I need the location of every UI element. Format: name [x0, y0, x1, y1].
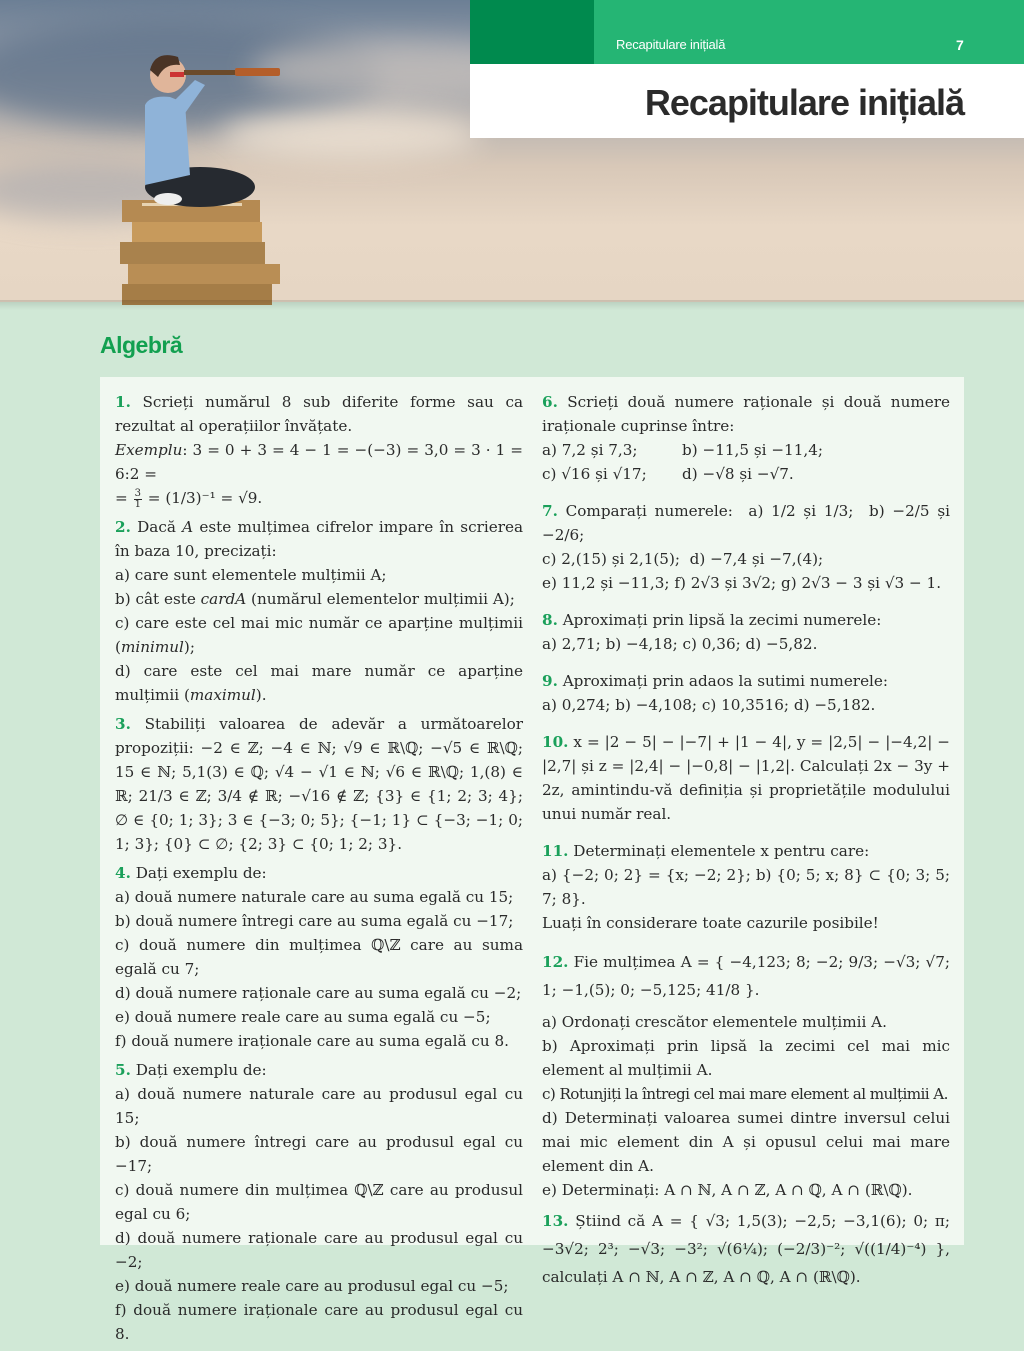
exercise-text: Dați exemplu de:	[135, 864, 267, 882]
header-accent-dark	[470, 0, 594, 64]
right-column	[542, 390, 950, 1296]
exercise-text: x = |2 − 5| − |−7| + |1 − 4|, y = |2,5| − |−4,2| − |2,7| și z = |2,4| − |−0,8| − |1,2|. Calculați 2x − 3y + 2z, amintindu-vă definiția și proprietățile modulului unui număr real.	[542, 733, 951, 823]
exercise-number: 4.	[115, 864, 131, 882]
exercise-item	[115, 611, 523, 659]
exercise-item: b) −2/5 și −2/6;	[542, 502, 951, 544]
item-text: ).	[255, 686, 267, 704]
boy-sock	[154, 193, 182, 205]
exercise-text: Știind că A = { √3; 1,5(3); −2,5; −3,1(6); 0; π; −3√2; 2³; −√3; −3²; √(6¼); (−2/3)⁻²; √((1/4)⁻⁴) }, calculați A ∩ ℕ, A ∩ ℤ, A ∩ ℚ, A ∩ (ℝ\ℚ).	[542, 1212, 951, 1286]
exercise-13	[542, 1207, 950, 1291]
exercise-text: Aproximați prin lipsă la zecimi numerele:	[562, 611, 882, 629]
exercise-text: Scrieți numărul 8 sub diferite forme sau ca rezultat al operațiilor învățate.	[115, 393, 524, 435]
exercise-number: 5.	[115, 1061, 131, 1079]
exercise-item: g) 2√3 − 3 și √3 − 1.	[781, 574, 942, 592]
exercise-text: Scrieți două numere raționale și două numere iraționale cuprinse între:	[542, 393, 950, 435]
exercise-number: 10.	[542, 733, 569, 751]
exercise-text: Dați exemplu de:	[135, 1061, 267, 1079]
exercise-text: Stabiliți valoarea de adevăr a următoarelor propoziții: −2 ∈ ℤ; −4 ∈ ℕ; √9 ∈ ℝ\ℚ; −√5 ∈ ℝ\ℚ; 15 ∈ ℕ; 5,1(3) ∈ ℚ; √4 − √1 ∈ ℕ; √6 ∈ ℝ\ℚ; 1,(8) ∈ ℝ; 21/3 ∈ ℤ; 3/4 ∉ ℝ; −√16 ∉ ℤ; {3} ∈ {1; 2; 3; 4}; ∅ ∈ {0; 1; 3}; 3 ∈ {−3; 0; 5}; {−1; 1} ⊂ {−3; −1; 0; 1; 3}; {0} ⊂ ∅; {2; 3} ⊂ {0; 1; 2; 3}.	[115, 715, 523, 853]
title-box	[470, 64, 1024, 138]
exercise-item: b) −11,5 și −11,4;	[682, 441, 823, 459]
exercise-number: 11.	[542, 842, 569, 860]
exercise-text: Dacă	[137, 518, 183, 536]
exercise-number: 2.	[115, 518, 131, 536]
item-text: c) care este cel mai mic număr ce aparține mulțimii (	[115, 614, 523, 656]
item-text: b) cât este	[115, 590, 201, 608]
exercise-item: a) 1/2 și 1/3;	[748, 502, 854, 520]
exercise-12	[542, 948, 950, 1202]
example-line: = (1/3)⁻¹ = √9.	[142, 489, 263, 507]
boy-glasses	[170, 72, 184, 77]
exercise-2	[115, 515, 523, 707]
left-column	[115, 390, 523, 1351]
exercise-item: c) Rotunjiți la întregi cel mai mare element al mulțimii A.	[542, 1085, 948, 1103]
exercise-9	[542, 669, 950, 717]
exercise-item: e) Determinați: A ∩ ℕ, A ∩ ℤ, A ∩ ℚ, A ∩ (ℝ\ℚ).	[542, 1181, 913, 1199]
exercise-item: c) două numere din mulțimea ℚ\ℤ care au produsul egal cu 6;	[115, 1181, 523, 1223]
telescope-tube	[235, 68, 280, 76]
exercise-text: Determinați elementele x pentru care:	[573, 842, 870, 860]
exercise-item: a) care sunt elementele mulțimii A;	[115, 566, 387, 584]
exercise-item: d) −7,4 și −7,(4);	[689, 550, 824, 568]
exercise-panel	[100, 377, 964, 1343]
exercise-item	[115, 587, 523, 611]
exercise-item: c) √16 și √17;	[542, 465, 647, 483]
exercise-3	[115, 712, 523, 856]
exercise-number: 7.	[542, 502, 558, 520]
exercise-number: 12.	[542, 953, 569, 971]
book	[132, 222, 262, 242]
exercise-item: e) două numere reale care au produsul egal cu −5;	[115, 1277, 509, 1295]
exercise-text: este mulțimea cifrelor impare în scrierea în baza 10, precizați:	[115, 518, 524, 560]
exercise-item	[115, 659, 523, 707]
exercise-11	[542, 839, 950, 935]
example-line: =	[115, 489, 133, 507]
exercise-item: f) 2√3 și 3√2;	[674, 574, 777, 592]
exercise-item: b) două numere întregi care au produsul egal cu −17;	[115, 1133, 523, 1175]
section-title: Algebră	[100, 332, 183, 358]
exercise-item: b) două numere întregi care au suma egală cu −17;	[115, 912, 514, 930]
exercise-item: e) două numere reale care au suma egală cu −5;	[115, 1008, 491, 1026]
exercise-item: c) două numere din mulțimea ℚ\ℤ care au suma egală cu 7;	[115, 936, 523, 978]
exercise-number: 1.	[115, 393, 131, 411]
exercise-8	[542, 608, 950, 656]
exercise-text: Comparați numerele:	[565, 502, 733, 520]
exercise-number: 6.	[542, 393, 558, 411]
exercise-number: 8.	[542, 611, 558, 629]
exercise-item: c) 2,(15) și 2,1(5);	[542, 550, 681, 568]
telescope	[184, 70, 239, 75]
exercise-item: a) {−2; 0; 2} = {x; −2; 2}; b) {0; 5; x; 8} ⊂ {0; 3; 5; 7; 8}.	[542, 866, 950, 908]
exercise-values: a) 2,71; b) −4,18; c) 0,36; d) −5,82.	[542, 635, 818, 653]
hero-shadow	[0, 300, 1024, 310]
exercise-values: a) 0,274; b) −4,108; c) 10,3516; d) −5,182.	[542, 696, 876, 714]
exercise-item: e) 11,2 și −11,3;	[542, 574, 670, 592]
item-text: (numărul elementelor mulțimii A);	[246, 590, 515, 608]
exercise-item: a) 7,2 și 7,3;	[542, 441, 638, 459]
exercise-text: Aproximați prin adaos la sutimi numerele:	[562, 672, 889, 690]
exercise-item: d) −√8 și −√7.	[682, 465, 794, 483]
exercise-item: d) două numere raționale care au produsul egal cu −2;	[115, 1229, 523, 1271]
exercise-item: d) Determinați valoarea sumei dintre inversul celui mai mic element din A și opusul celui mai mare element din A.	[542, 1109, 950, 1175]
item-text: minimul	[120, 638, 184, 656]
item-text: );	[183, 638, 195, 656]
running-head: Recapitulare inițială	[616, 37, 726, 52]
exercise-number: 13.	[542, 1212, 569, 1230]
header-accent	[594, 0, 1024, 64]
page-number: 7	[956, 37, 964, 53]
exercise-1	[115, 390, 523, 510]
exercise-number: 3.	[115, 715, 131, 733]
exercise-item: b) Aproximați prin lipsă la zecimi cel mai mic element al mulțimii A.	[542, 1037, 950, 1079]
item-text: maximul	[189, 686, 256, 704]
exercise-note: Luați în considerare toate cazurile posibile!	[542, 914, 879, 932]
fraction: $\frac{3}{1}$	[134, 487, 141, 510]
boy-with-telescope-illustration	[110, 25, 310, 305]
exercise-item: f) două numere iraționale care au suma egală cu 8.	[115, 1032, 509, 1050]
item-text: cardA	[200, 590, 247, 608]
exercise-7	[542, 499, 950, 595]
exercise-text: Fie mulțimea A = { −4,123; 8; −2; 9/3; −√3; √7; 1; −1,(5); 0; −5,125; 41/8 }.	[542, 953, 951, 999]
exercise-item: a) Ordonați crescător elementele mulțimii A.	[542, 1013, 887, 1031]
page-title: Recapitulare inițială	[644, 82, 964, 123]
example-line: : 3 = 0 + 3 = 4 − 1 = −(−3) = 3,0 = 3 · 1 = 6:2 =	[115, 441, 523, 483]
exercise-item: a) două numere naturale care au suma egală cu 15;	[115, 888, 514, 906]
exercise-number: 9.	[542, 672, 558, 690]
exercise-item: d) două numere raționale care au suma egală cu −2;	[115, 984, 522, 1002]
exercise-6	[542, 390, 950, 486]
example-label: Exemplu	[115, 441, 183, 459]
variable: A	[182, 518, 194, 536]
item-text: d) care este cel mai mare număr ce aparține mulțimii (	[115, 662, 523, 704]
exercise-5	[115, 1058, 523, 1346]
book	[128, 264, 280, 284]
book	[120, 242, 265, 264]
exercise-item: a) două numere naturale care au produsul egal cu 15;	[115, 1085, 523, 1127]
exercise-4	[115, 861, 523, 1053]
exercise-10	[542, 730, 950, 826]
exercise-item: f) două numere iraționale care au produsul egal cu 8.	[115, 1301, 523, 1343]
